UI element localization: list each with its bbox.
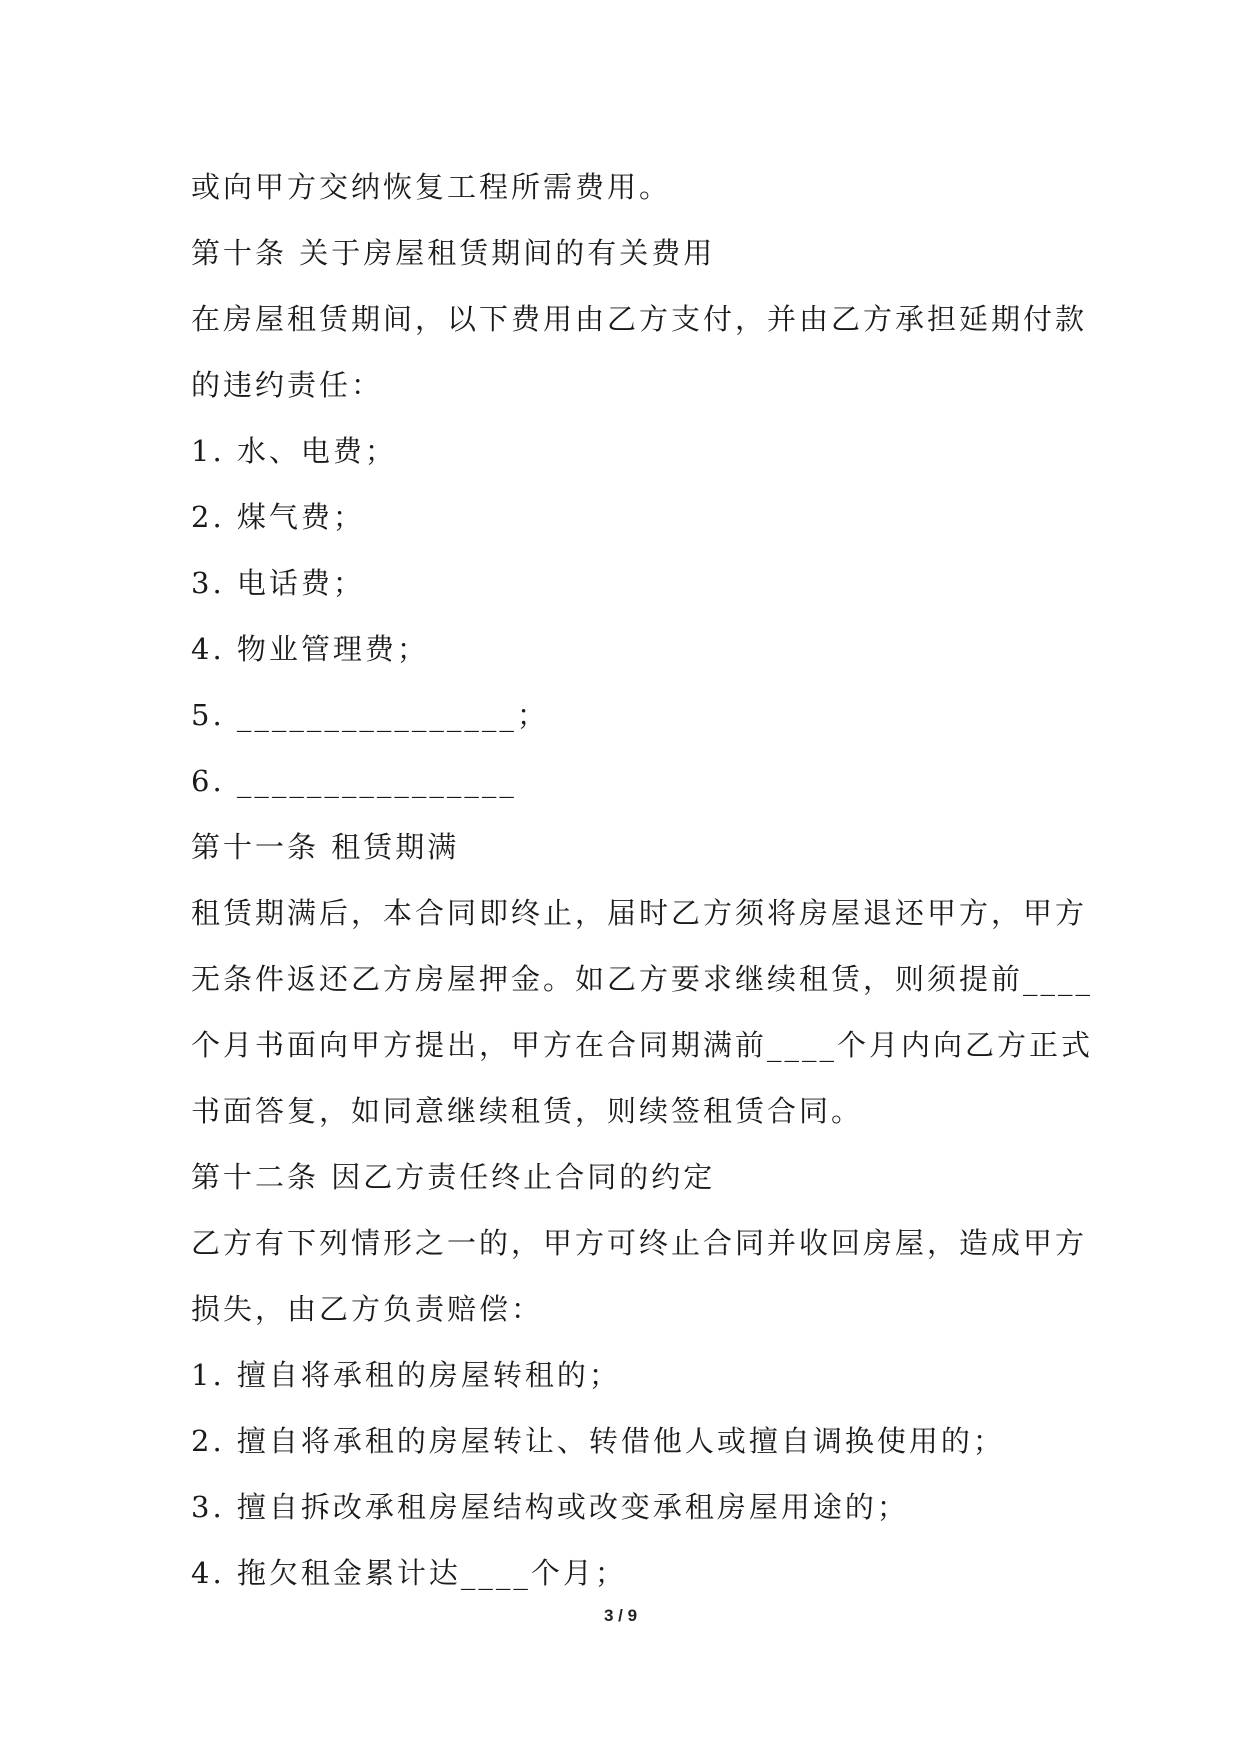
text-line: 的违约责任： bbox=[191, 368, 384, 402]
list-item: 4. 物业管理费； bbox=[191, 632, 429, 666]
list-item: 5. ________________； bbox=[191, 698, 549, 732]
text-line: 乙方有下列情形之一的，甲方可终止合同并收回房屋，造成甲方 bbox=[191, 1226, 1088, 1260]
text-line: 无条件返还乙方房屋押金。如乙方要求继续租赁，则须提前____ bbox=[191, 962, 1094, 996]
article-heading: 第十二条 因乙方责任终止合同的约定 bbox=[191, 1160, 716, 1194]
list-item: 1. 水、电费； bbox=[191, 434, 397, 468]
page-number: 3 / 9 bbox=[603, 1606, 638, 1625]
list-item: 3. 电话费； bbox=[191, 566, 365, 600]
list-item: 6. ________________ bbox=[191, 764, 517, 798]
text-line: 书面答复，如同意继续租赁，则续签租赁合同。 bbox=[191, 1094, 864, 1128]
text-line: 或向甲方交纳恢复工程所需费用。 bbox=[191, 170, 672, 204]
text-line: 租赁期满后，本合同即终止，届时乙方须将房屋退还甲方，甲方 bbox=[191, 896, 1088, 930]
document-body bbox=[191, 154, 1094, 1606]
article-heading: 第十一条 租赁期满 bbox=[191, 830, 460, 864]
list-item: 3. 擅自拆改承租房屋结构或改变承租房屋用途的； bbox=[191, 1490, 909, 1524]
article-heading: 第十条 关于房屋租赁期间的有关费用 bbox=[191, 236, 716, 270]
text-line: 损失，由乙方负责赔偿： bbox=[191, 1292, 544, 1326]
list-item: 2. 擅自将承租的房屋转让、转借他人或擅自调换使用的； bbox=[191, 1424, 1005, 1458]
text-line: 在房屋租赁期间，以下费用由乙方支付，并由乙方承担延期付款 bbox=[191, 302, 1088, 336]
list-item: 4. 拖欠租金累计达____个月； bbox=[191, 1556, 627, 1590]
list-item: 2. 煤气费； bbox=[191, 500, 365, 534]
text-line: 个月书面向甲方提出，甲方在合同期满前____个月内向乙方正式 bbox=[191, 1028, 1094, 1062]
list-item: 1. 擅自将承租的房屋转租的； bbox=[191, 1358, 621, 1392]
